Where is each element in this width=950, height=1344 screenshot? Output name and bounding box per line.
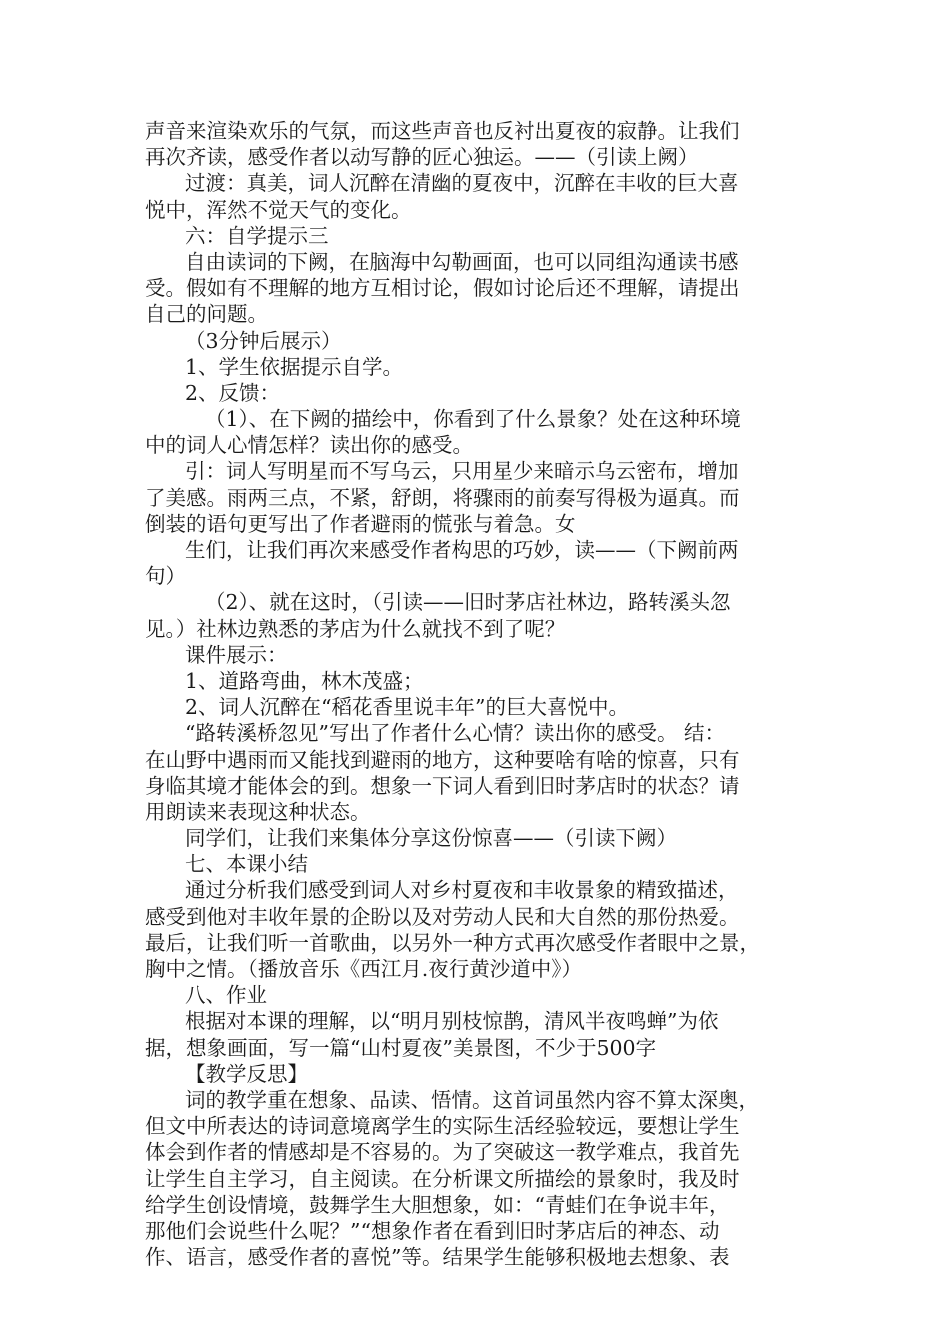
text-line: 感受到他对丰收年景的企盼以及对劳动人民和大自然的那份热爱。 [145, 904, 740, 929]
text-line: 根据对本课的理解，以“明月别枝惊鹊，清风半夜鸣蝉”为依 [185, 1009, 719, 1034]
text-line: 课件展示： [185, 642, 288, 667]
text-line: 给学生创设情境，鼓舞学生大胆想象，如：“青蛙们在争说丰年， [145, 1192, 730, 1217]
text-line: 生们，让我们再次来感受作者构思的巧妙，读——（下阙前两 [185, 538, 739, 562]
text-line: 用朗读来表现这种状态。 [145, 799, 371, 824]
text-line: 句） [145, 564, 186, 589]
text-line: 胸中之情。（播放音乐《西江月.夜行黄沙道中》） [145, 957, 583, 981]
text-line: 1、学生依据提示自学。 [185, 354, 404, 379]
text-line: 六：自学提示三 [185, 223, 329, 248]
text-line: 通过分析我们感受到词人对乡村夏夜和丰收景象的精致描述， [185, 878, 739, 903]
text-line: 【教学反思】 [185, 1061, 308, 1086]
text-line: （2）、就在这时，（引读——旧时茅店社林边，路转溪头忽 [205, 590, 731, 615]
text-line: 过渡：真美，词人沉醉在清幽的夏夜中，沉醉在丰收的巨大喜 [185, 171, 739, 196]
text-line: 2、词人沉醉在“稻花香里说丰年”的巨大喜悦中。 [185, 695, 630, 720]
text-line: 那他们会说些什么呢？”“想象作者在看到旧时茅店后的神态、动 [145, 1218, 720, 1243]
text-line: 让学生自主学习，自主阅读。在分析课文所描绘的景象时，我及时 [145, 1166, 740, 1191]
text-line: 但文中所表达的诗词意境离学生的实际生活经验较远，要想让学生 [145, 1114, 740, 1139]
text-line: 八、作业 [185, 983, 267, 1008]
text-line: 2、反馈： [185, 380, 281, 405]
text-line: 在山野中遇雨而又能找到避雨的地方，这种要啥有啥的惊喜，只有 [145, 747, 740, 772]
text-line: 同学们，让我们来集体分享这份惊喜——（引读下阙） [185, 826, 677, 851]
text-line: “路转溪桥忽见”写出了作者什么心情？读出你的感受。 结： [185, 721, 725, 746]
text-line: 受。假如有不理解的地方互相讨论，假如讨论后还不理解，请提出 [145, 276, 740, 301]
text-line: 身临其境才能体会的到。想象一下词人看到旧时茅店时的状态？请 [145, 773, 740, 798]
text-line: 词的教学重在想象、品读、悟情。这首词虽然内容不算太深奥， [185, 1087, 759, 1112]
document-body [145, 118, 810, 1270]
text-line: （1）、在下阙的描绘中，你看到了什么景象？处在这种环境 [205, 407, 741, 432]
text-line: 1、道路弯曲，林木茂盛； [185, 668, 424, 693]
text-line: 倒装的语句更写出了作者避雨的慌张与着急。女 [145, 511, 576, 536]
text-line: 引：词人写明星而不写乌云，只用星少来暗示乌云密布，增加 [185, 459, 739, 484]
text-line: 自由读词的下阙，在脑海中勾勒画面，也可以同组沟通读书感 [185, 249, 739, 274]
text-line: 再次齐读，感受作者以动写静的匠心独运。——（引读上阙） [145, 145, 699, 170]
text-line: 了美感。雨两三点，不紧，舒朗，将骤雨的前奏写得极为逼真。而 [145, 485, 740, 510]
text-line: 作、语言，感受作者的喜悦”等。结果学生能够积极地去想象、表 [145, 1245, 730, 1270]
text-line: 最后，让我们听一首歌曲，以另外一种方式再次感受作者眼中之景， [145, 930, 760, 955]
text-line: 七、本课小结 [185, 852, 308, 877]
text-line: （3分钟后展示） [185, 328, 342, 353]
text-line: 据，想象画面，写一篇“山村夏夜”美景图，不少于500字 [145, 1035, 657, 1060]
text-line: 体会到作者的情感却是不容易的。为了突破这一教学难点，我首先 [145, 1140, 740, 1165]
text-line: 悦中，浑然不觉天气的变化。 [145, 197, 412, 222]
text-line: 自己的问题。 [145, 302, 268, 327]
text-line: 见。）社林边熟悉的茅店为什么就找不到了呢？ [145, 616, 566, 641]
text-line: 声音来渲染欢乐的气氛，而这些声音也反衬出夏夜的寂静。让我们 [145, 119, 740, 143]
text-line: 中的词人心情怎样？读出你的感受。 [145, 433, 473, 458]
